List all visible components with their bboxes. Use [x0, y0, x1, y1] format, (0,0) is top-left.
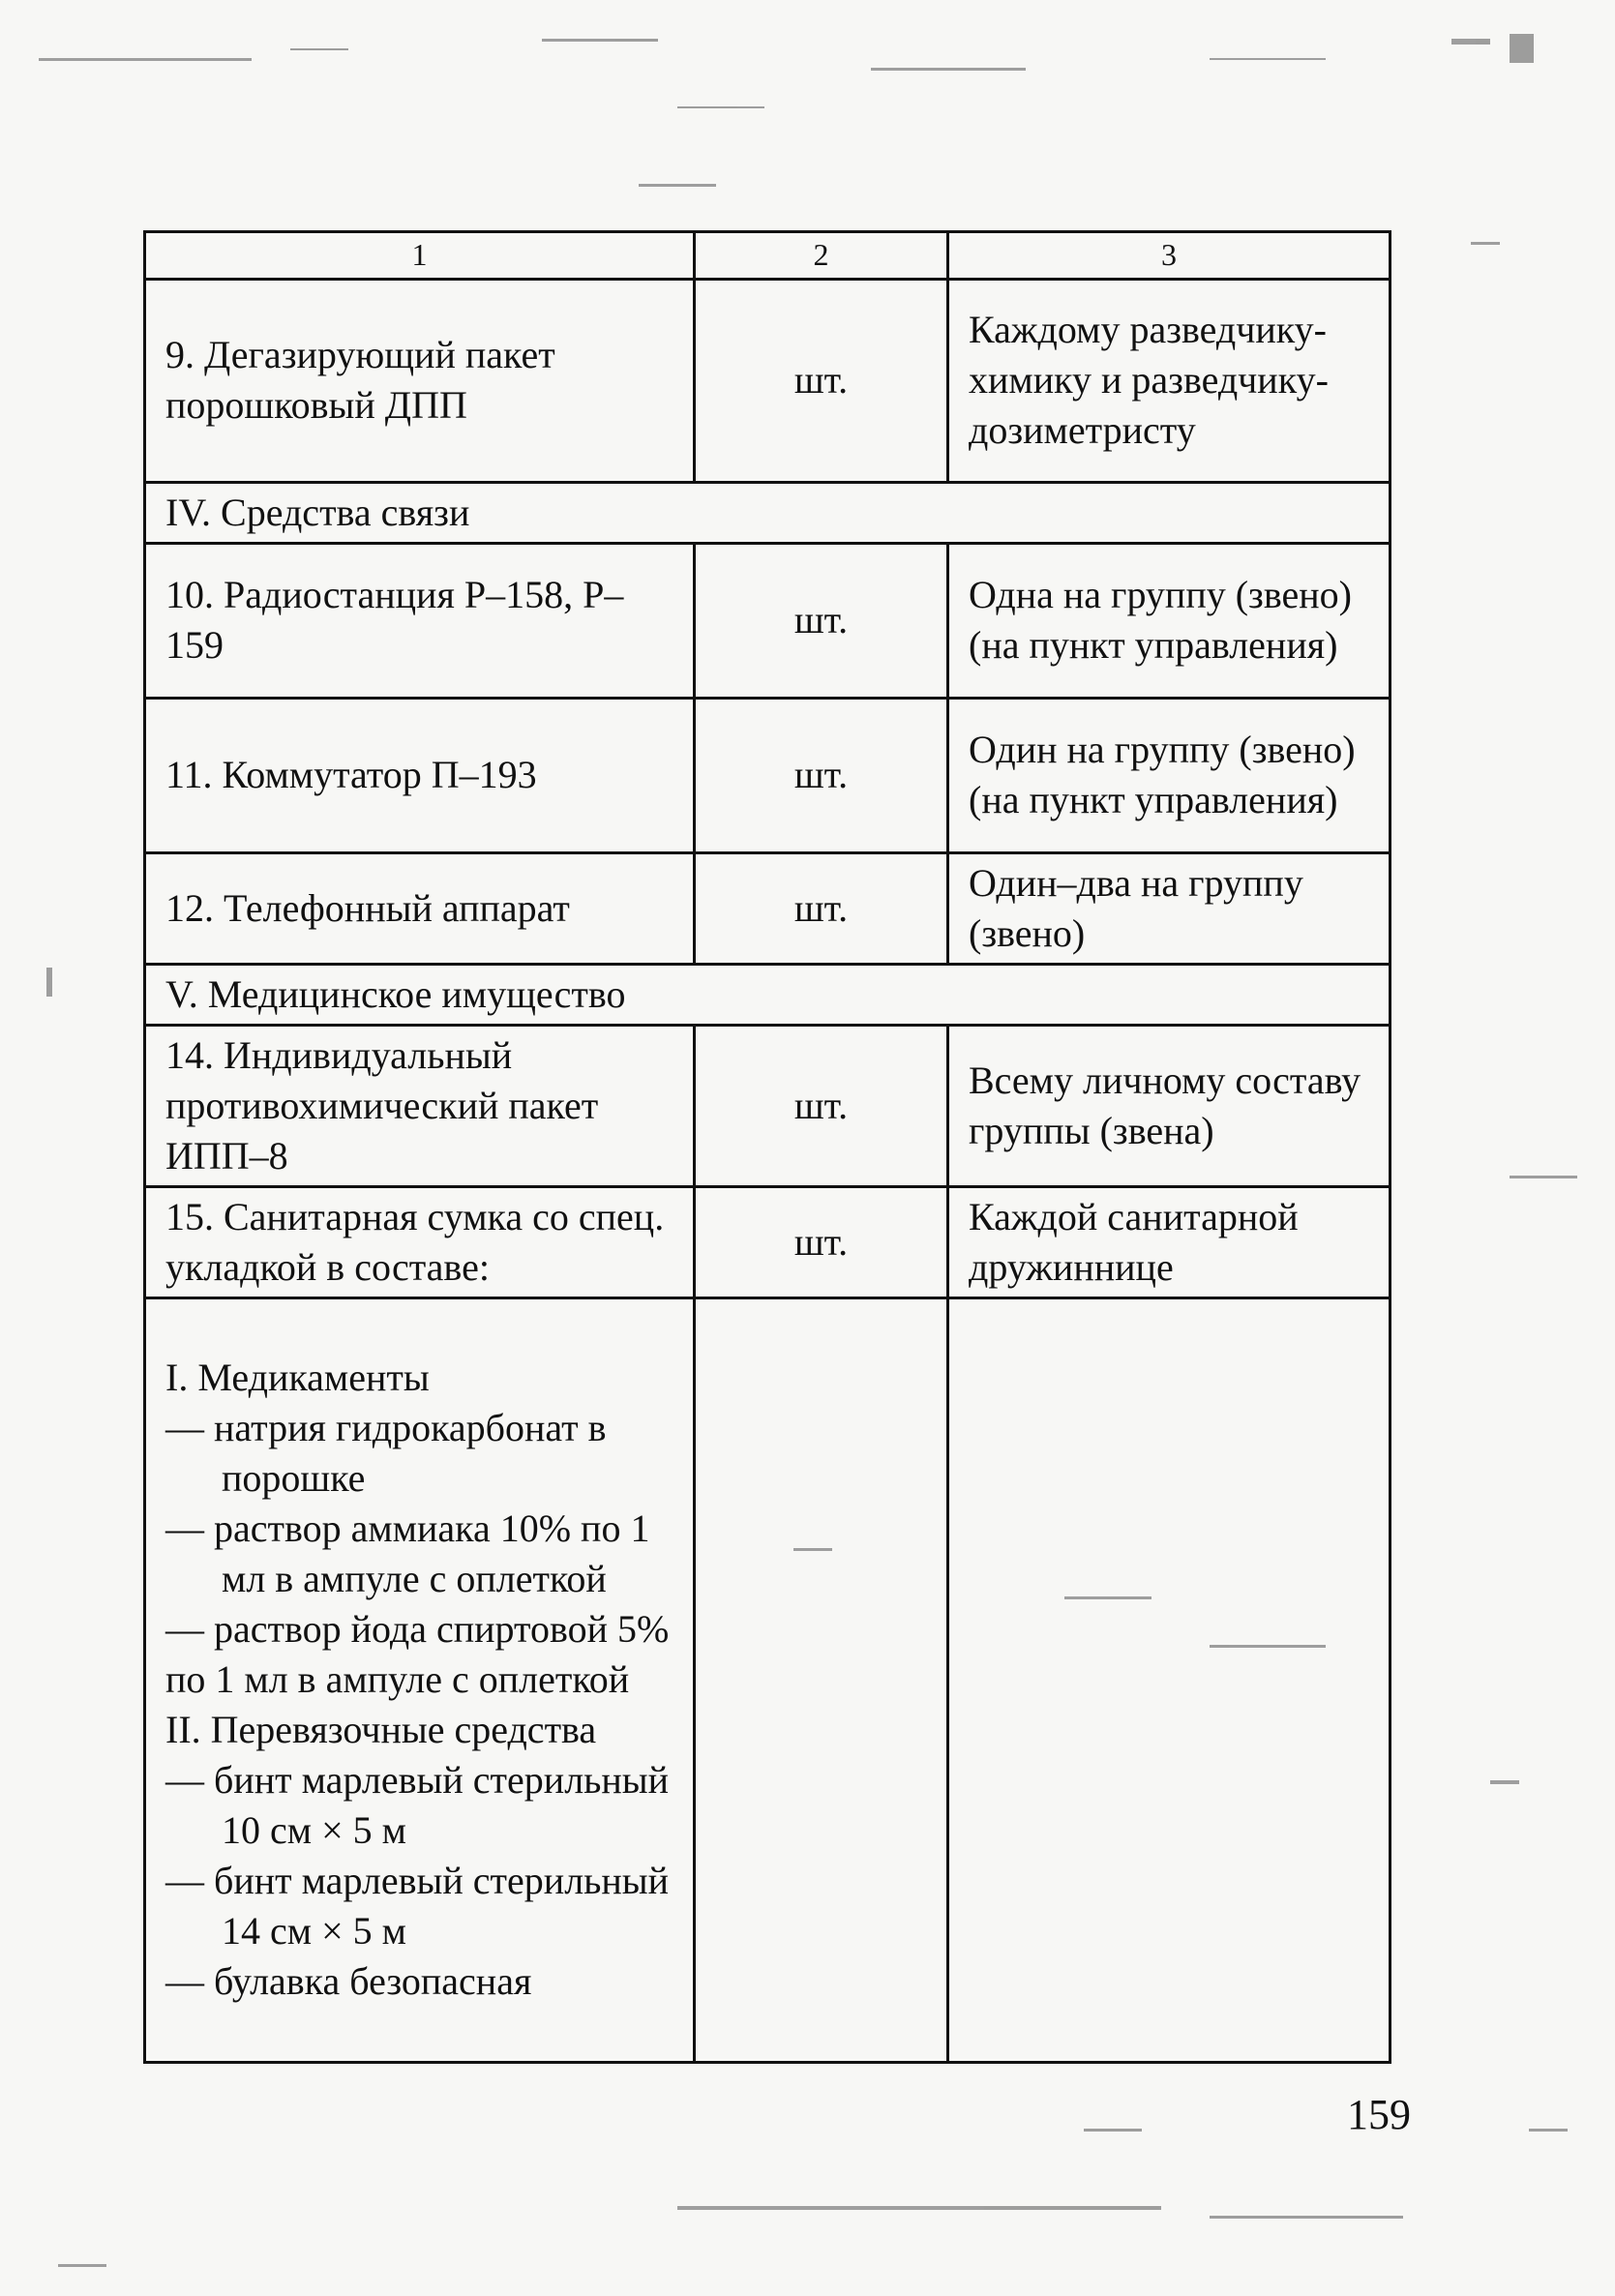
item-note: Один на группу (звено) (на пункт управления): [948, 698, 1391, 852]
kit-section-title: I. Медикаменты: [165, 1356, 430, 1400]
section-title: V. Медицинское имущество: [145, 964, 1391, 1025]
empty-cell: [948, 1297, 1391, 2062]
section-row: [145, 482, 1391, 543]
column-header: 3: [948, 232, 1391, 280]
table-row: [145, 1025, 1391, 1186]
table-row: [145, 1186, 1391, 1297]
section-title: IV. Средства связи: [145, 482, 1391, 543]
table-row: [145, 852, 1391, 964]
item-unit: шт.: [695, 852, 948, 964]
equipment-table: [143, 230, 1391, 2064]
item-name: 10. Радиостанция Р–158, Р–159: [145, 543, 695, 698]
column-header: 1: [145, 232, 695, 280]
table-row: [145, 698, 1391, 852]
kit-item: — натрия гидрокарбонат в порошке: [165, 1406, 607, 1501]
kit-item: — булавка безопасная: [165, 1959, 532, 2004]
section-row: [145, 964, 1391, 1025]
item-unit: шт.: [695, 698, 948, 852]
item-name: 14. Индивидуальный противохимический пакет ИПП–8: [145, 1025, 695, 1186]
page-number: 159: [1347, 2091, 1411, 2138]
kit-section-title: II. Перевязочные средства: [165, 1708, 597, 1752]
item-name: 11. Коммутатор П–193: [145, 698, 695, 852]
kit-item: — бинт марлевый стерильный 14 см × 5 м: [165, 1859, 670, 1953]
item-name: 9. Дегазирующий пакет порошковый ДПП: [145, 279, 695, 482]
kit-contents: [145, 1297, 695, 2062]
item-note: Один–два на группу (звено): [948, 852, 1391, 964]
column-header: 2: [695, 232, 948, 280]
item-note: Всему личному составу группы (звена): [948, 1025, 1391, 1186]
kit-item: — раствор йода спиртовой 5% по 1 мл в ампуле с оплеткой: [165, 1607, 670, 1702]
table-row: [145, 279, 1391, 482]
item-note: Одна на группу (звено) (на пункт управления): [948, 543, 1391, 698]
item-note: Каждому разведчику-химику и разведчику-дозиметристу: [948, 279, 1391, 482]
item-unit: шт.: [695, 543, 948, 698]
item-name: 15. Санитарная сумка со спец. укладкой в составе:: [145, 1186, 695, 1297]
item-unit: шт.: [695, 1186, 948, 1297]
header-row: [145, 232, 1391, 280]
kit-item: — бинт марлевый стерильный 10 см × 5 м: [165, 1758, 670, 1853]
table-row: [145, 543, 1391, 698]
item-unit: шт.: [695, 1025, 948, 1186]
kit-row: [145, 1297, 1391, 2062]
item-unit: шт.: [695, 279, 948, 482]
item-note: Каждой санитарной дружиннице: [948, 1186, 1391, 1297]
item-name: 12. Телефонный аппарат: [145, 852, 695, 964]
empty-cell: [695, 1297, 948, 2062]
kit-item: — раствор аммиака 10% по 1 мл в ампуле с оплеткой: [165, 1506, 650, 1601]
